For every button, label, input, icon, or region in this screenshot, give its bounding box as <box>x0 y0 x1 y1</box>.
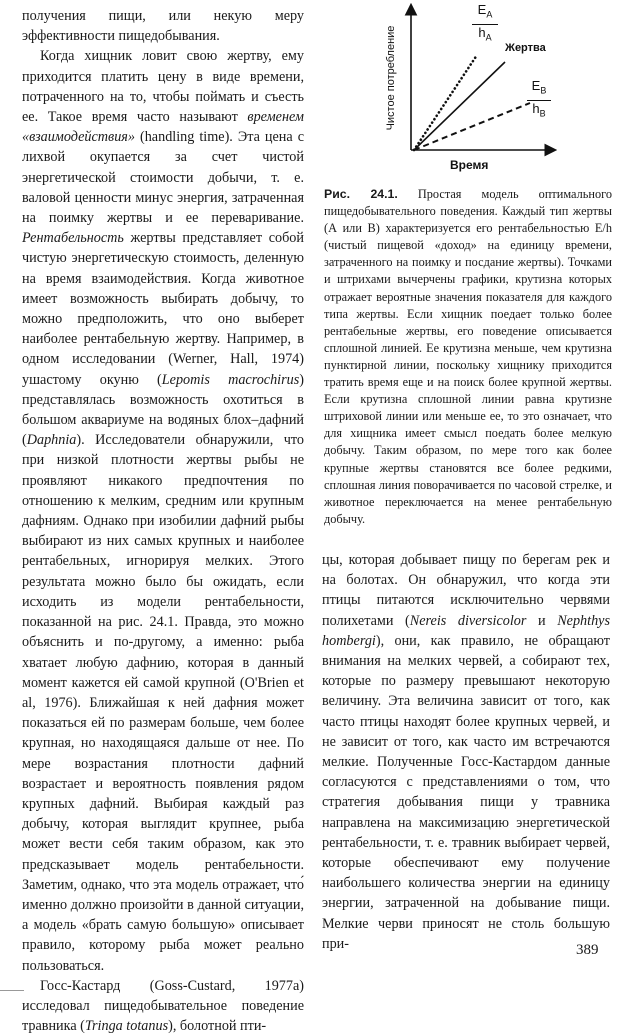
dashed-line-b <box>414 103 530 150</box>
figure-diagram <box>322 0 612 180</box>
paragraph: получения пищи, или некую меру эффективности пищедобывания. <box>22 8 304 45</box>
prey-label: Жертва <box>505 42 546 54</box>
page-frame-corner <box>0 990 24 1006</box>
fraction-a-denominator: $h_A$ <box>478 24 492 43</box>
fraction-b-denominator: $h_B$ <box>532 100 546 119</box>
solid-line-prey <box>414 62 505 150</box>
fraction-b <box>527 78 551 121</box>
y-axis-label: Чистое потребление <box>385 25 397 131</box>
figure-24-1 <box>322 0 612 180</box>
fraction-a <box>472 2 498 45</box>
caption-text: Простая модель оптимального пищедобывательного поведения. Каждый тип жертвы (А или В) характеризуется его рентабельностью E/h (чистый пищевой «доход» на единицу времени, затраченного на поимку и посдание жертвы). Точками и штрихами вычерчены графики, крутизна которых отражает вероятные значения показателя для каждого типа жертвы. Если хищник поедает только более рентабельные жертвы, его поведение описывается сплошной линией. Ее крутизна меньше, чем крутизна пунктирной линии, поскольку хищнику приходится тратить время еще и на поиск более крупной жертвы. Если крутизна сплошной линии равна крутизне штриховой линии или меньше ее, то это означает, что для хищника имеет смысл поедать более мелкую добычу. Таким образом, по мере того как более крупные жертвы становятся все более редкими, сплошная линия поворачивается по часовой стрелке, и животное переключается на менее рентабельную добычу. <box>324 187 612 526</box>
right-text-column <box>322 550 610 954</box>
paragraph: Когда хищник ловит свою жертву, ему приходится платить цену в виде времени, потраченного на то, чтобы поймать и съесть ее. Такое время часто называют временем «взаимодействия» (handling time). Эта цена с лихвой окупается за счет чистой энергетической стоимости добычи, т. е. валовой ценности минус энергия, затраченная на поимку жертвы и ее переваривание. Рентабельность жертвы представляет собой чистую энергетическую стоимость, деленную на время взаимодействия. Когда животное имеет возможность выбирать добычу, то можно предположить, что оно выберет наиболее рентабельную жертву. Например, в одном исследовании (Werner, Hall, 1974) ушастому окуню (Lepomis macrochirus) представлялась возможность охотиться в большом аквариуме на водяных блох–дафний (Daphnia). Исследователи обнаружили, что при низкой плотности жертвы рыбы не проявляют никакого предпочтения по отношению к мелким, средним или крупным дафниям. Однако при изобилии дафний рыбы выбирают из них самых крупных и наиболее рентабельных, игнорируя мелких. Этого результата можно было бы ожидать, если исходить из модели рентабельности, показанной на рис. 24.1. Правда, это можно объяснить и по-другому, а именно: рыба хватает любую дафнию, которая в данный момент кажется ей самой крупной (O'Brien et al, 1976). Ближайшая к ней дафния может показаться ей по размерам больше, чем более крупная, но находящаяся дальше от нее. По мере возрастания плотности дафний возрастает и вероятность появления рядом крупных дафний. Выбирая каждый раз добычу, которая выглядит крупнее, рыба может вести себя таким образом, как это предсказывает модель рентабельности. Заметим, однако, что эта модель отражает, что́ именно должно произойти в данной ситуации, а модель «брать самую большую» описывает правило, которому рыба может реально пользоваться. <box>22 48 304 974</box>
paragraph: цы, которая добывает пищу по берегам рек и на болотах. Он обнаружил, что когда эти птицы питаются исключительно червями полихетами (Nereis diversicolor и Nephthys hombergi), они, как правило, не обращают внимания на мелких червей, а собирают тех, которые по размеру превышают некоторую величину. Эта величина зависит от того, как часто птицы находят более крупных червей, и не зависит от того, как часто им встречаются мелкие. Полученные Госс-Кастардом данные согласуются с представлениями о том, что стратегия добывания пищи у травника направлена на максимизацию энергетической рентабельности, т. е. травник выбирает червей, которые обеспечивают ему получение наибольшего количества энергии на единицу энергии, затраченной на добывание пищи. Мелкие черви приносят не столь большую при- <box>322 552 611 952</box>
paragraph: Госс-Кастард (Goss-Custard, 1977a) исследовал пищедобывательное поведение травника (Tringa totanus), болотной пти- <box>22 977 304 1035</box>
dotted-line-a <box>414 55 477 150</box>
page-number: 389 <box>576 942 599 958</box>
fraction-a-numerator: $E_A$ <box>477 2 493 20</box>
fraction-b-numerator: $E_B$ <box>531 78 547 96</box>
x-axis-label: Время <box>450 158 489 172</box>
figure-caption <box>324 186 612 528</box>
left-text-column <box>22 6 304 1036</box>
caption-label: Рис. 24.1. <box>324 187 398 201</box>
